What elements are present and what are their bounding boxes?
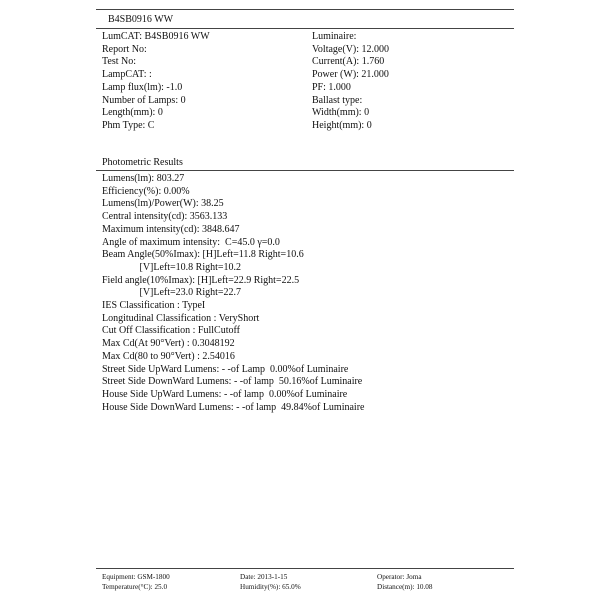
footer-rule: [96, 568, 514, 569]
result-line: Max Cd(At 90°Vert) : 0.3048192: [102, 338, 235, 350]
length-field: Length(mm): 0: [102, 107, 163, 119]
current-field: Current(A): 1.760: [312, 56, 385, 68]
section-rule: [96, 170, 514, 171]
result-line: [V]Left=10.8 Right=10.2: [102, 261, 242, 273]
result-line: Longitudinal Classification : VeryShort: [102, 312, 260, 324]
width-field: Width(mm): 0: [312, 107, 370, 119]
lumcat-field: LumCAT: B4SB0916 WW: [102, 31, 210, 42]
results-list: [102, 173, 364, 414]
result-line: Street Side UpWard Lumens: - -of Lamp 0.00%of Luminaire: [102, 363, 349, 375]
result-line: Max Cd(80 to 90°Vert) : 2.54016: [102, 350, 235, 362]
result-line: Lumens(lm)/Power(W): 38.25: [102, 198, 224, 210]
test-no-field: Test No:: [102, 56, 137, 68]
result-line: Field angle(10%Imax): [H]Left=22.9 Right=22.5: [102, 274, 300, 286]
result-line: Central intensity(cd): 3563.133: [102, 211, 228, 223]
top-rule: [96, 9, 514, 10]
result-line: [V]Left=23.0 Right=22.7: [102, 287, 242, 299]
result-line: Efficiency(%): 0.00%: [102, 185, 190, 197]
result-line: Street Side DownWard Lumens: - -of lamp 50.16%of Luminaire: [102, 376, 363, 388]
temperature-label: Temperature(°C): 25.0: [102, 583, 168, 591]
humidity-label: Humidity(%): 65.0%: [240, 583, 301, 591]
section-title: Photometric Results: [102, 157, 183, 168]
voltage-field: Voltage(V): 12.000: [312, 43, 390, 55]
result-line: IES Classification : TypeI: [102, 300, 206, 312]
result-line: Maximum intensity(cd): 3848.647: [102, 223, 240, 235]
lamp-flux-field: Lamp flux(lm): -1.0: [102, 81, 183, 93]
phm-type-field: Phm Type: C: [102, 119, 155, 131]
result-line: House Side DownWard Lumens: - -of lamp 49.84%of Luminaire: [102, 401, 365, 413]
info-left-column: [102, 31, 210, 133]
title-rule: [96, 28, 514, 29]
date-label: Date: 2013-1-15: [240, 573, 288, 581]
operator-label: Operator: Joma: [377, 573, 422, 581]
result-line: Beam Angle(50%Imax): [H]Left=11.8 Right=10.6: [102, 249, 304, 261]
pf-field: PF: 1.000: [312, 81, 351, 93]
distance-label: Distance(m): 10.08: [377, 583, 433, 591]
equipment-label: Equipment: GSM-1800: [102, 573, 170, 581]
power-field: Power (W): 21.000: [312, 69, 389, 81]
report-no-field: Report No:: [102, 43, 147, 55]
result-line: Lumens(lm): 803.27: [102, 173, 185, 184]
result-line: Angle of maximum intensity: C=45.0 γ=0.0: [102, 236, 280, 248]
result-line: Cut Off Classification : FullCutoff: [102, 325, 240, 337]
luminaire-field: Luminaire:: [312, 31, 357, 42]
info-right-column: [312, 31, 389, 133]
lampcat-field: LampCAT: :: [102, 69, 152, 81]
number-of-lamps-field: Number of Lamps: 0: [102, 94, 186, 106]
height-field: Height(mm): 0: [312, 119, 372, 131]
report-title: B4SB0916 WW: [108, 14, 174, 25]
result-line: House Side UpWard Lumens: - -of lamp 0.00%of Luminaire: [102, 388, 348, 400]
ballast-type-field: Ballast type:: [312, 94, 363, 106]
